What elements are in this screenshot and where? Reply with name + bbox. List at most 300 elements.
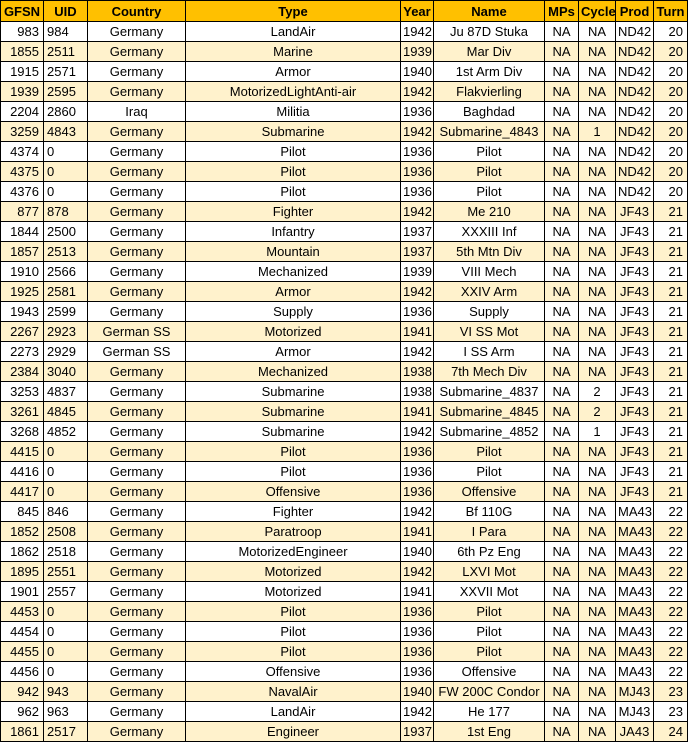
cell-mps: NA (545, 702, 579, 722)
cell-year: 1936 (401, 182, 434, 202)
cell-prod: MA43 (616, 582, 654, 602)
cell-year: 1942 (401, 702, 434, 722)
cell-mps: NA (545, 462, 579, 482)
cell-cycle: 1 (579, 122, 616, 142)
table-row (1, 462, 688, 482)
cell-type: Infantry (186, 222, 401, 242)
table-row (1, 262, 688, 282)
table-row (1, 682, 688, 702)
table-row (1, 42, 688, 62)
cell-name: Offensive (434, 662, 545, 682)
cell-name: Mar Div (434, 42, 545, 62)
cell-name: 6th Pz Eng (434, 542, 545, 562)
cell-mps: NA (545, 62, 579, 82)
cell-prod: JF43 (616, 262, 654, 282)
cell-name: 1st Arm Div (434, 62, 545, 82)
cell-prod: ND42 (616, 62, 654, 82)
cell-year: 1938 (401, 382, 434, 402)
cell-uid: 4845 (44, 402, 88, 422)
cell-prod: ND42 (616, 122, 654, 142)
cell-turn: 22 (654, 502, 688, 522)
cell-uid: 0 (44, 462, 88, 482)
cell-gfsn: 4376 (1, 182, 44, 202)
cell-year: 1936 (401, 162, 434, 182)
cell-prod: JF43 (616, 462, 654, 482)
cell-uid: 2923 (44, 322, 88, 342)
cell-country: German SS (88, 342, 186, 362)
cell-prod: JF43 (616, 362, 654, 382)
cell-uid: 0 (44, 162, 88, 182)
cell-type: Mechanized (186, 362, 401, 382)
cell-gfsn: 1910 (1, 262, 44, 282)
cell-prod: JF43 (616, 482, 654, 502)
cell-gfsn: 942 (1, 682, 44, 702)
cell-year: 1939 (401, 42, 434, 62)
cell-gfsn: 4375 (1, 162, 44, 182)
cell-mps: NA (545, 102, 579, 122)
cell-type: Pilot (186, 442, 401, 462)
cell-mps: NA (545, 182, 579, 202)
column-header-gfsn: GFSN (1, 1, 44, 22)
cell-cycle: NA (579, 22, 616, 42)
cell-name: 7th Mech Div (434, 362, 545, 382)
cell-turn: 21 (654, 282, 688, 302)
cell-type: Armor (186, 342, 401, 362)
cell-country: Germany (88, 722, 186, 742)
cell-country: Germany (88, 482, 186, 502)
cell-name: Offensive (434, 482, 545, 502)
cell-mps: NA (545, 242, 579, 262)
cell-turn: 22 (654, 542, 688, 562)
cell-prod: JF43 (616, 442, 654, 462)
cell-name: 1st Eng (434, 722, 545, 742)
cell-year: 1941 (401, 522, 434, 542)
cell-prod: ND42 (616, 162, 654, 182)
cell-country: Germany (88, 602, 186, 622)
cell-country: Germany (88, 662, 186, 682)
table-row (1, 662, 688, 682)
cell-turn: 21 (654, 342, 688, 362)
cell-cycle: 2 (579, 382, 616, 402)
cell-year: 1940 (401, 542, 434, 562)
cell-prod: ND42 (616, 182, 654, 202)
cell-cycle: NA (579, 282, 616, 302)
cell-mps: NA (545, 222, 579, 242)
cell-uid: 878 (44, 202, 88, 222)
cell-type: Pilot (186, 642, 401, 662)
column-header-mps: MPs (545, 1, 579, 22)
cell-uid: 2566 (44, 262, 88, 282)
cell-turn: 22 (654, 622, 688, 642)
cell-name: I SS Arm (434, 342, 545, 362)
column-header-prod: Prod (616, 1, 654, 22)
cell-turn: 21 (654, 262, 688, 282)
cell-country: Germany (88, 622, 186, 642)
cell-prod: JF43 (616, 422, 654, 442)
cell-prod: JF43 (616, 342, 654, 362)
table-row (1, 242, 688, 262)
cell-year: 1936 (401, 102, 434, 122)
cell-mps: NA (545, 202, 579, 222)
cell-gfsn: 1855 (1, 42, 44, 62)
cell-cycle: NA (579, 242, 616, 262)
cell-cycle: NA (579, 362, 616, 382)
cell-turn: 21 (654, 222, 688, 242)
cell-mps: NA (545, 82, 579, 102)
table-row (1, 22, 688, 42)
cell-year: 1942 (401, 202, 434, 222)
cell-year: 1936 (401, 622, 434, 642)
cell-uid: 0 (44, 482, 88, 502)
cell-type: Paratroop (186, 522, 401, 542)
cell-uid: 846 (44, 502, 88, 522)
cell-country: Germany (88, 82, 186, 102)
cell-turn: 24 (654, 722, 688, 742)
cell-name: Pilot (434, 142, 545, 162)
cell-type: Pilot (186, 602, 401, 622)
cell-cycle: NA (579, 462, 616, 482)
cell-mps: NA (545, 282, 579, 302)
cell-year: 1937 (401, 722, 434, 742)
table-row (1, 102, 688, 122)
cell-name: 5th Mtn Div (434, 242, 545, 262)
cell-mps: NA (545, 142, 579, 162)
cell-prod: ND42 (616, 22, 654, 42)
cell-name: LXVI Mot (434, 562, 545, 582)
cell-prod: JA43 (616, 722, 654, 742)
cell-turn: 21 (654, 482, 688, 502)
cell-mps: NA (545, 162, 579, 182)
table-row (1, 142, 688, 162)
cell-uid: 2595 (44, 82, 88, 102)
table-row (1, 82, 688, 102)
cell-mps: NA (545, 362, 579, 382)
cell-prod: ND42 (616, 102, 654, 122)
cell-cycle: NA (579, 342, 616, 362)
cell-gfsn: 1862 (1, 542, 44, 562)
table-row (1, 702, 688, 722)
cell-turn: 21 (654, 382, 688, 402)
cell-type: Pilot (186, 142, 401, 162)
table-row (1, 502, 688, 522)
cell-turn: 21 (654, 322, 688, 342)
column-header-type: Type (186, 1, 401, 22)
cell-country: Germany (88, 142, 186, 162)
cell-cycle: NA (579, 442, 616, 462)
table-row (1, 322, 688, 342)
cell-prod: MJ43 (616, 702, 654, 722)
cell-type: Pilot (186, 162, 401, 182)
cell-country: Germany (88, 122, 186, 142)
cell-gfsn: 983 (1, 22, 44, 42)
cell-mps: NA (545, 402, 579, 422)
cell-prod: JF43 (616, 242, 654, 262)
cell-country: Germany (88, 502, 186, 522)
cell-gfsn: 2273 (1, 342, 44, 362)
cell-year: 1942 (401, 122, 434, 142)
cell-turn: 20 (654, 162, 688, 182)
cell-gfsn: 4456 (1, 662, 44, 682)
cell-name: Submarine_4837 (434, 382, 545, 402)
cell-mps: NA (545, 522, 579, 542)
cell-mps: NA (545, 482, 579, 502)
cell-country: Germany (88, 162, 186, 182)
cell-year: 1942 (401, 22, 434, 42)
cell-type: LandAir (186, 702, 401, 722)
table-row (1, 182, 688, 202)
cell-turn: 20 (654, 42, 688, 62)
cell-country: Germany (88, 462, 186, 482)
cell-name: Pilot (434, 462, 545, 482)
cell-country: Germany (88, 282, 186, 302)
cell-country: Germany (88, 442, 186, 462)
cell-year: 1936 (401, 482, 434, 502)
cell-gfsn: 3268 (1, 422, 44, 442)
cell-type: Motorized (186, 582, 401, 602)
cell-turn: 22 (654, 642, 688, 662)
cell-year: 1937 (401, 242, 434, 262)
cell-year: 1942 (401, 82, 434, 102)
cell-gfsn: 1939 (1, 82, 44, 102)
cell-cycle: NA (579, 602, 616, 622)
cell-type: Mechanized (186, 262, 401, 282)
cell-cycle: NA (579, 482, 616, 502)
cell-country: Germany (88, 302, 186, 322)
cell-uid: 2551 (44, 562, 88, 582)
table-row (1, 402, 688, 422)
cell-cycle: NA (579, 542, 616, 562)
cell-prod: JF43 (616, 382, 654, 402)
cell-cycle: NA (579, 722, 616, 742)
cell-name: VIII Mech (434, 262, 545, 282)
cell-uid: 0 (44, 182, 88, 202)
cell-mps: NA (545, 502, 579, 522)
cell-gfsn: 1943 (1, 302, 44, 322)
cell-mps: NA (545, 422, 579, 442)
cell-uid: 2557 (44, 582, 88, 602)
table-row (1, 542, 688, 562)
cell-cycle: NA (579, 302, 616, 322)
cell-mps: NA (545, 542, 579, 562)
cell-type: Submarine (186, 122, 401, 142)
table-row (1, 302, 688, 322)
cell-name: Ju 87D Stuka (434, 22, 545, 42)
table-row (1, 562, 688, 582)
cell-year: 1937 (401, 222, 434, 242)
cell-year: 1942 (401, 342, 434, 362)
cell-uid: 2517 (44, 722, 88, 742)
cell-cycle: NA (579, 162, 616, 182)
cell-type: Pilot (186, 462, 401, 482)
cell-gfsn: 1915 (1, 62, 44, 82)
cell-gfsn: 1857 (1, 242, 44, 262)
table-row (1, 482, 688, 502)
cell-country: Germany (88, 582, 186, 602)
cell-year: 1936 (401, 602, 434, 622)
cell-year: 1942 (401, 562, 434, 582)
cell-name: FW 200C Condor (434, 682, 545, 702)
cell-cycle: NA (579, 322, 616, 342)
cell-type: Fighter (186, 202, 401, 222)
cell-uid: 2571 (44, 62, 88, 82)
cell-gfsn: 3259 (1, 122, 44, 142)
cell-year: 1936 (401, 142, 434, 162)
cell-cycle: NA (579, 642, 616, 662)
cell-country: Germany (88, 682, 186, 702)
cell-uid: 943 (44, 682, 88, 702)
column-header-turn: Turn (654, 1, 688, 22)
cell-cycle: NA (579, 702, 616, 722)
cell-prod: MJ43 (616, 682, 654, 702)
cell-uid: 2513 (44, 242, 88, 262)
table-body (1, 22, 688, 742)
table-row (1, 162, 688, 182)
cell-turn: 20 (654, 122, 688, 142)
cell-type: LandAir (186, 22, 401, 42)
cell-country: Germany (88, 22, 186, 42)
cell-country: Germany (88, 702, 186, 722)
cell-type: Submarine (186, 402, 401, 422)
cell-uid: 2929 (44, 342, 88, 362)
cell-gfsn: 1861 (1, 722, 44, 742)
cell-cycle: NA (579, 502, 616, 522)
cell-gfsn: 4374 (1, 142, 44, 162)
cell-cycle: 1 (579, 422, 616, 442)
cell-mps: NA (545, 602, 579, 622)
column-header-cycle: Cycle (579, 1, 616, 22)
cell-cycle: NA (579, 82, 616, 102)
cell-turn: 23 (654, 702, 688, 722)
cell-type: Armor (186, 62, 401, 82)
cell-turn: 20 (654, 82, 688, 102)
cell-prod: JF43 (616, 202, 654, 222)
cell-country: Germany (88, 262, 186, 282)
cell-uid: 0 (44, 602, 88, 622)
cell-uid: 2518 (44, 542, 88, 562)
cell-cycle: 2 (579, 402, 616, 422)
cell-mps: NA (545, 262, 579, 282)
cell-country: Germany (88, 562, 186, 582)
cell-turn: 21 (654, 462, 688, 482)
cell-name: Bf 110G (434, 502, 545, 522)
cell-gfsn: 3261 (1, 402, 44, 422)
cell-prod: ND42 (616, 42, 654, 62)
table-row (1, 522, 688, 542)
cell-gfsn: 845 (1, 502, 44, 522)
cell-cycle: NA (579, 142, 616, 162)
cell-turn: 20 (654, 102, 688, 122)
cell-turn: 20 (654, 142, 688, 162)
cell-gfsn: 962 (1, 702, 44, 722)
cell-prod: ND42 (616, 82, 654, 102)
cell-country: Germany (88, 242, 186, 262)
cell-type: Armor (186, 282, 401, 302)
cell-type: Mountain (186, 242, 401, 262)
cell-year: 1942 (401, 282, 434, 302)
table-row (1, 582, 688, 602)
cell-type: Pilot (186, 182, 401, 202)
column-header-name: Name (434, 1, 545, 22)
cell-mps: NA (545, 382, 579, 402)
cell-country: Germany (88, 202, 186, 222)
table-row (1, 622, 688, 642)
cell-uid: 984 (44, 22, 88, 42)
cell-uid: 2860 (44, 102, 88, 122)
cell-turn: 21 (654, 422, 688, 442)
cell-mps: NA (545, 582, 579, 602)
table-row (1, 122, 688, 142)
cell-prod: MA43 (616, 542, 654, 562)
cell-type: Militia (186, 102, 401, 122)
cell-name: Submarine_4852 (434, 422, 545, 442)
table-row (1, 442, 688, 462)
cell-cycle: NA (579, 522, 616, 542)
cell-gfsn: 877 (1, 202, 44, 222)
cell-gfsn: 2384 (1, 362, 44, 382)
cell-year: 1939 (401, 262, 434, 282)
cell-gfsn: 4453 (1, 602, 44, 622)
cell-type: Submarine (186, 422, 401, 442)
cell-name: Pilot (434, 602, 545, 622)
cell-type: Offensive (186, 662, 401, 682)
cell-name: XXXIII Inf (434, 222, 545, 242)
cell-gfsn: 4455 (1, 642, 44, 662)
cell-cycle: NA (579, 42, 616, 62)
cell-mps: NA (545, 442, 579, 462)
cell-turn: 22 (654, 562, 688, 582)
cell-gfsn: 2204 (1, 102, 44, 122)
cell-prod: JF43 (616, 302, 654, 322)
cell-country: Germany (88, 522, 186, 542)
cell-name: Supply (434, 302, 545, 322)
cell-uid: 2599 (44, 302, 88, 322)
cell-cycle: NA (579, 662, 616, 682)
table-row (1, 722, 688, 742)
cell-mps: NA (545, 662, 579, 682)
cell-type: Motorized (186, 322, 401, 342)
cell-prod: JF43 (616, 322, 654, 342)
cell-turn: 22 (654, 582, 688, 602)
table-row (1, 362, 688, 382)
cell-uid: 0 (44, 142, 88, 162)
cell-name: Me 210 (434, 202, 545, 222)
cell-type: Engineer (186, 722, 401, 742)
cell-prod: MA43 (616, 602, 654, 622)
cell-country: Germany (88, 182, 186, 202)
cell-prod: MA43 (616, 662, 654, 682)
cell-gfsn: 4417 (1, 482, 44, 502)
cell-type: Marine (186, 42, 401, 62)
cell-year: 1942 (401, 502, 434, 522)
cell-uid: 4843 (44, 122, 88, 142)
cell-name: XXVII Mot (434, 582, 545, 602)
cell-gfsn: 3253 (1, 382, 44, 402)
cell-prod: JF43 (616, 402, 654, 422)
cell-name: I Para (434, 522, 545, 542)
cell-uid: 963 (44, 702, 88, 722)
table-row (1, 642, 688, 662)
cell-mps: NA (545, 682, 579, 702)
cell-turn: 21 (654, 302, 688, 322)
cell-country: Iraq (88, 102, 186, 122)
cell-type: Supply (186, 302, 401, 322)
table-row (1, 342, 688, 362)
cell-turn: 21 (654, 362, 688, 382)
cell-country: Germany (88, 222, 186, 242)
cell-name: Submarine_4845 (434, 402, 545, 422)
cell-mps: NA (545, 322, 579, 342)
cell-prod: MA43 (616, 502, 654, 522)
